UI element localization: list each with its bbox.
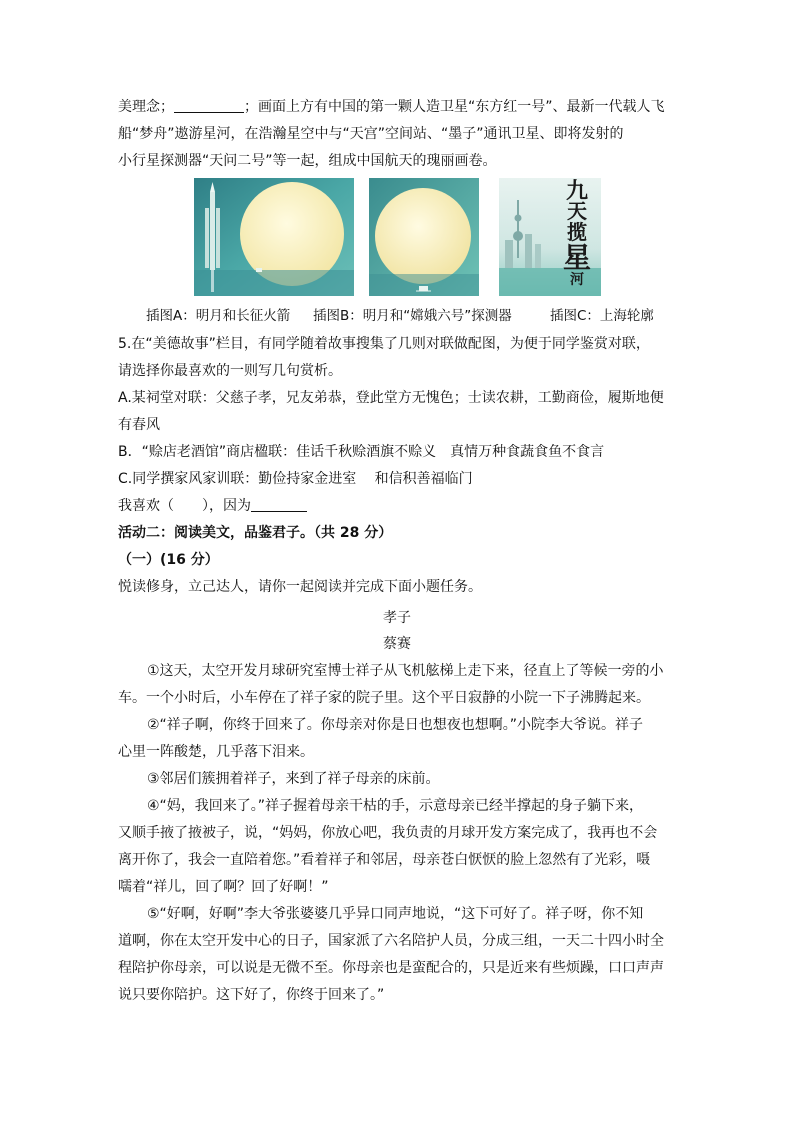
q5-line-2: 请选择你最喜欢的一则写几句赏析。 [118, 363, 342, 379]
paragraph-4-line-4: 嚅着“祥儿，回了啊？回了好啊！” [118, 879, 329, 895]
paragraph-5-line-3: 程陪护你母亲，可以说是无微不至。你母亲也是蛮配合的，只是近来有些烦躁，口口声声 [118, 960, 664, 976]
article-title: 孝子 [383, 610, 411, 626]
paragraph-5-line-1: ⑤“好啊，好啊”李大爷张婆婆几乎异口同声地说，“这下可好了。祥子呀，你不知 [147, 906, 644, 922]
paragraph-2-line-1: ②“祥子啊，你终于回来了。你母亲对你是日也想夜也想啊。”小院李大爷说。祥子 [147, 717, 644, 733]
illustration-b-moon-probe [369, 178, 479, 296]
article-author: 蔡赛 [383, 636, 411, 652]
q5-answer-line [118, 496, 307, 516]
caption-b: 插图B：明月和“嫦娥六号”探测器 [313, 308, 512, 324]
intro-line-1-start: 美理念； [118, 99, 174, 115]
q5-option-c: C.同学撰家风家训联：勤俭持家金进室 和信积善福临门 [118, 471, 473, 487]
activity2-title: 活动二：阅读美文，品鉴君子。（共 28 分） [118, 525, 393, 541]
paragraph-4-line-2: 又顺手掖了掖被子，说，“妈妈，你放心吧，我负责的月球开发方案完成了，我再也不会 [118, 825, 658, 841]
intro-line-1 [118, 97, 665, 117]
caption-c: 插图C：上海轮廓 [550, 308, 654, 324]
q5-line-1: 5.在“美德故事”栏目，有同学随着故事搜集了几则对联做配图，为便于同学鉴赏对联， [118, 336, 650, 352]
paragraph-4-line-3: 离开你了，我会一直陪着您。”看着祥子和邻居，母亲苍白恹恹的脸上忽然有了光彩，嗫 [118, 852, 651, 868]
paragraph-1-line-1: ①这天，太空开发月球研究室博士祥子从飞机舷梯上走下来，径直上了等候一旁的小 [147, 663, 664, 679]
q5-option-b: B．“赊店老酒馆”商店楹联：佳话千秋赊酒旗不赊义 真情万种食蔬食鱼不食言 [118, 444, 605, 460]
paragraph-5-line-4: 说只要你陪护。这下好了，你终于回来了。” [118, 987, 385, 1003]
q5-answer-prompt: 我喜欢（ ），因为 [118, 498, 251, 514]
answer-blank[interactable] [251, 497, 307, 512]
paragraph-1-line-2: 车。一个小时后，小车停在了祥子家的院子里。这个平日寂静的小院一下子沸腾起来。 [118, 690, 650, 706]
title-char-5: 河 [570, 272, 584, 288]
title-char-4: 星 [562, 241, 591, 274]
intro-line-3: 小行星探测器“天问二号”等一起，组成中国航天的瑰丽画卷。 [118, 153, 497, 169]
caption-a: 插图A：明月和长征火箭 [146, 308, 291, 324]
intro-line-1-end: ；画面上方有中国的第一颗人造卫星“东方红一号”、最新一代载人飞 [244, 99, 665, 115]
q5-option-a-line-1: A.某祠堂对联：父慈子孝，兄友弟恭，登此堂方无愧色；士读农耕，工勤商俭，履斯地便 [118, 390, 664, 406]
activity2-part1: （一）(16 分） [118, 552, 219, 568]
illustration-c-title [559, 178, 595, 288]
title-char-3: 揽 [567, 220, 587, 244]
title-char-1: 九 [565, 178, 588, 204]
illustration-c-shanghai-skyline [499, 178, 601, 296]
paragraph-3-line-1: ③邻居们簇拥着祥子，来到了祥子母亲的床前。 [147, 771, 440, 787]
title-char-2: 天 [567, 199, 587, 223]
fill-blank [174, 98, 244, 113]
paragraph-5-line-2: 道啊，你在太空开发中心的日子，国家派了六名陪护人员，分成三组，一天二十四小时全 [118, 933, 664, 949]
q5-option-a-line-2: 有春风 [118, 417, 160, 433]
activity2-instruction: 悦读修身，立己达人，请你一起阅读并完成下面小题任务。 [118, 579, 482, 595]
paragraph-4-line-1: ④“妈，我回来了。”祥子握着母亲干枯的手，示意母亲已经半撑起的身子躺下来， [147, 798, 644, 814]
intro-line-2: 船“梦舟”遨游星河，在浩瀚星空中与“天宫”空间站、“墨子”通讯卫星、即将发射的 [118, 126, 624, 142]
paragraph-2-line-2: 心里一阵酸楚，几乎落下泪来。 [118, 744, 314, 760]
illustration-a-moon-rocket [194, 178, 354, 296]
